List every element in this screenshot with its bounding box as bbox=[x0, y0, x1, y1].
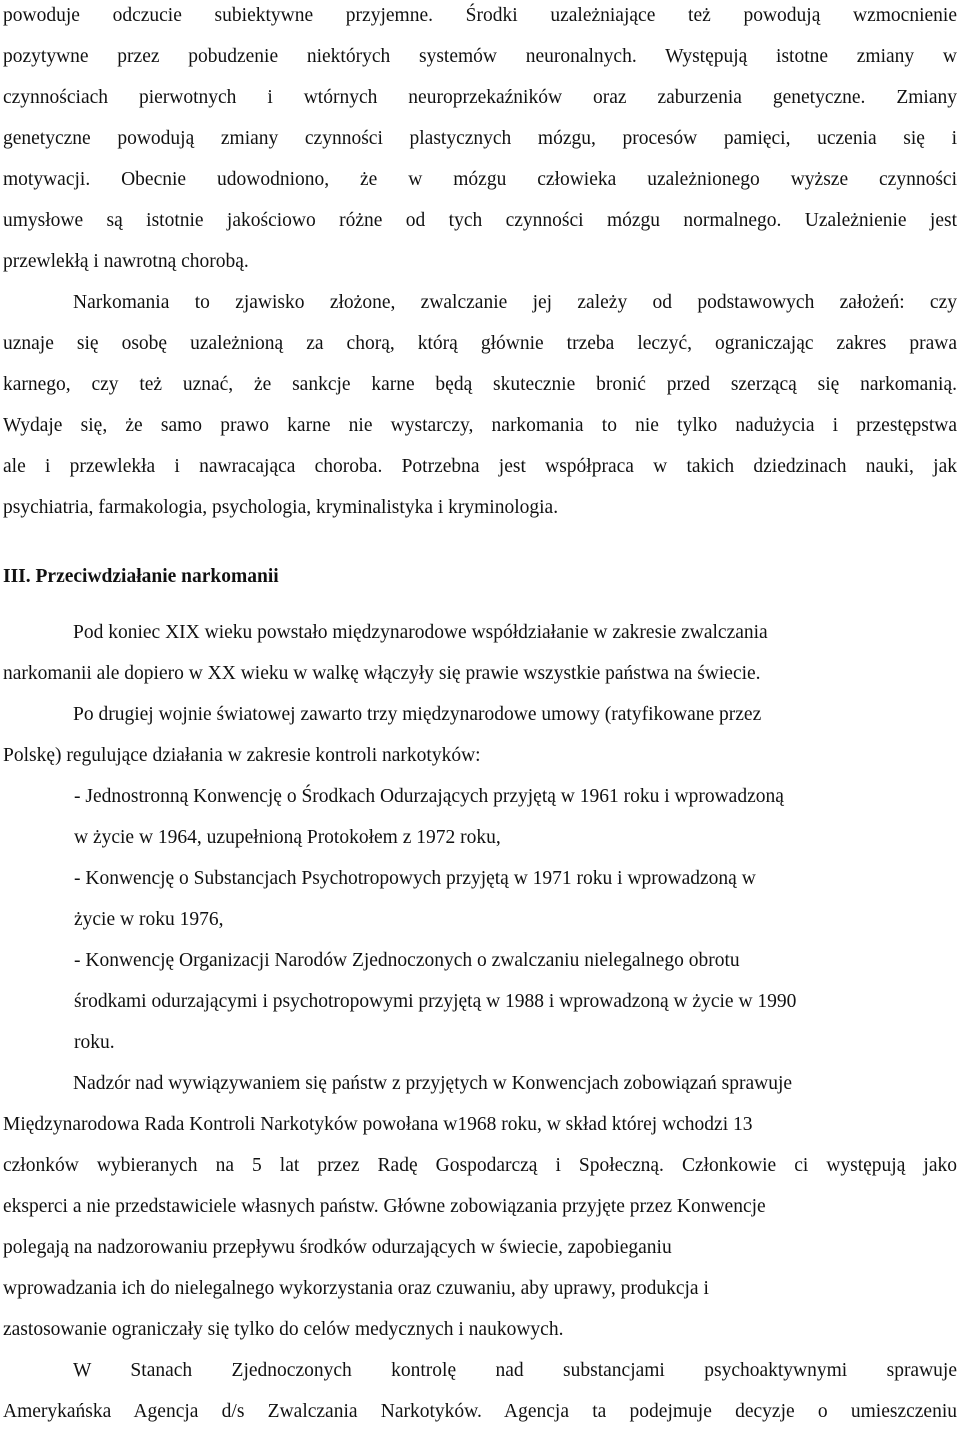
paragraph-line: karnego, czy też uznać, że sankcje karne będą skutecznie bronić przed szerzącą się narkomanią. bbox=[3, 374, 957, 395]
paragraph-line: Amerykańska Agencja d/s Zwalczania Narkotyków. Agencja ta podejmuje decyzje o umieszczeniu bbox=[3, 1401, 957, 1422]
paragraph-line: genetyczne powodują zmiany czynności plastycznych mózgu, procesów pamięci, uczenia się i bbox=[3, 128, 957, 149]
paragraph-line: Wydaje się, że samo prawo karne nie wystarczy, narkomania to nie tylko nadużycia i przestępstwa bbox=[3, 415, 957, 436]
paragraph-line: Międzynarodowa Rada Kontroli Narkotyków powołana w1968 roku, w skład której wchodzi 13 bbox=[3, 1114, 753, 1135]
paragraph-line: Narkomania to zjawisko złożone, zwalczanie jej zależy od podstawowych założeń: czy bbox=[73, 292, 957, 313]
section-heading: III. Przeciwdziałanie narkomanii bbox=[3, 566, 279, 587]
list-item-line: - Konwencję Organizacji Narodów Zjednoczonych o zwalczaniu nielegalnego obrotu bbox=[74, 950, 740, 971]
paragraph-line: ale i przewlekła i nawracająca choroba. Potrzebna jest współpraca w takich dziedzinach nauki, jak bbox=[3, 456, 957, 477]
paragraph-line: W Stanach Zjednoczonych kontrolę nad substancjami psychoaktywnymi sprawuje bbox=[73, 1360, 957, 1381]
paragraph-line: przewlekłą i nawrotną chorobą. bbox=[3, 251, 249, 272]
paragraph-line: Nadzór nad wywiązywaniem się państw z przyjętych w Konwencjach zobowiązań sprawuje bbox=[73, 1073, 793, 1094]
list-item-line: życie w roku 1976, bbox=[74, 909, 224, 930]
paragraph-line: motywacji. Obecnie udowodniono, że w mózgu człowieka uzależnionego wyższe czynności bbox=[3, 169, 957, 190]
paragraph-line: członków wybieranych na 5 lat przez Radę Gospodarczą i Społeczną. Członkowie ci występują jako bbox=[3, 1155, 957, 1176]
list-item-line: środkami odurzającymi i psychotropowymi przyjętą w 1988 i wprowadzoną w życie w 1990 bbox=[74, 991, 797, 1012]
paragraph-line: umysłowe są istotnie jakościowo różne od tych czynności mózgu normalnego. Uzależnienie jest bbox=[3, 210, 957, 231]
paragraph-line: uznaje się osobę uzależnioną za chorą, którą głównie trzeba leczyć, ograniczając zakres prawa bbox=[3, 333, 957, 354]
paragraph-line: powoduje odczucie subiektywne przyjemne. Środki uzależniające też powodują wzmocnienie bbox=[3, 5, 957, 26]
paragraph-line: czynnościach pierwotnych i wtórnych neuroprzekaźników oraz zaburzenia genetyczne. Zmiany bbox=[3, 87, 957, 108]
paragraph-line: psychiatria, farmakologia, psychologia, kryminalistyka i kryminologia. bbox=[3, 497, 559, 518]
list-item-line: w życie w 1964, uzupełnioną Protokołem z 1972 roku, bbox=[74, 827, 501, 848]
list-item-line: - Jednostronną Konwencję o Środkach Odurzających przyjętą w 1961 roku i wprowadzoną bbox=[74, 786, 784, 807]
paragraph-line: Po drugiej wojnie światowej zawarto trzy międzynarodowe umowy (ratyfikowane przez bbox=[73, 704, 762, 725]
list-item-line: roku. bbox=[74, 1032, 115, 1053]
paragraph-line: Pod koniec XIX wieku powstało międzynarodowe współdziałanie w zakresie zwalczania bbox=[73, 622, 768, 643]
paragraph-line: wprowadzania ich do nielegalnego wykorzystania oraz czuwaniu, aby uprawy, produkcja i bbox=[3, 1278, 709, 1299]
paragraph-line: Polskę) regulujące działania w zakresie kontroli narkotyków: bbox=[3, 745, 481, 766]
list-item-line: - Konwencję o Substancjach Psychotropowych przyjętą w 1971 roku i wprowadzoną w bbox=[74, 868, 756, 889]
paragraph-line: polegają na nadzorowaniu przepływu środków odurzających w świecie, zapobieganiu bbox=[3, 1237, 672, 1258]
paragraph-line: zastosowanie ograniczały się tylko do celów medycznych i naukowych. bbox=[3, 1319, 564, 1340]
paragraph-line: pozytywne przez pobudzenie niektórych systemów neuronalnych. Występują istotne zmiany w bbox=[3, 46, 957, 67]
paragraph-line: narkomanii ale dopiero w XX wieku w walkę włączyły się prawie wszystkie państwa na świecie. bbox=[3, 663, 761, 684]
paragraph-line: eksperci a nie przedstawiciele własnych państw. Główne zobowiązania przyjęte przez Konwencje bbox=[3, 1196, 766, 1217]
